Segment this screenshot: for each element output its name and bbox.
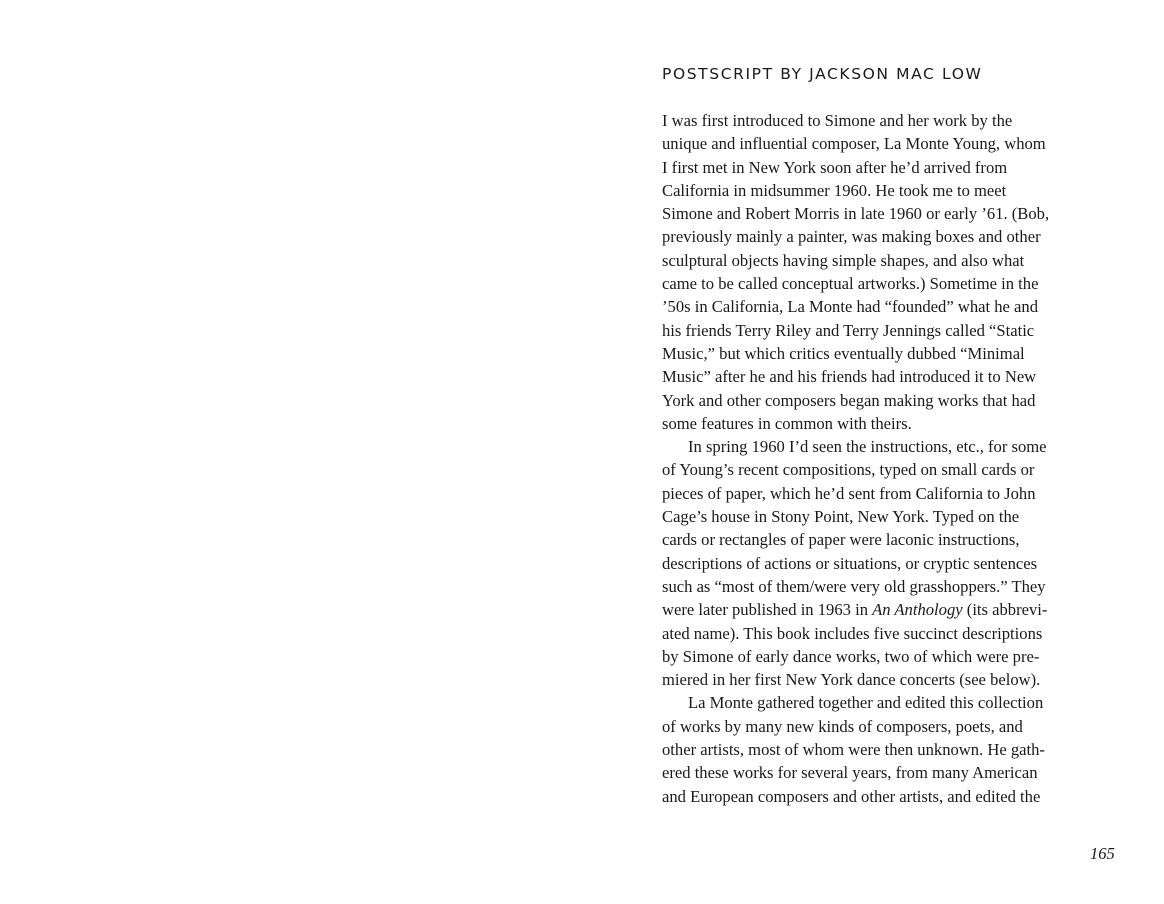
text-line: California in midsummer 1960. He took me to meet — [662, 180, 1007, 200]
text-line: other artists, most of whom were then unknown. He gath- — [662, 740, 1045, 760]
page-number: 165 — [1090, 844, 1115, 863]
text-line: miered in her first New York dance concerts (see below). — [662, 670, 1041, 690]
text-line: such as “most of them/were very old grasshoppers.” They — [662, 576, 1046, 596]
text-line: came to be called conceptual artworks.) Sometime in the — [662, 274, 1039, 294]
right-page — [582, 0, 1164, 904]
text-line: unique and influential composer, La Monte Young, whom — [662, 134, 1046, 154]
text-line: ated name). This book includes five succinct descriptions — [662, 623, 1043, 643]
text-line: I first met in New York soon after he’d arrived from — [662, 157, 1008, 177]
text-segment: were later published in 1963 in — [662, 600, 873, 620]
text-line: ’50s in California, La Monte had “founded” what he and — [662, 297, 1039, 317]
text-line: Simone and Robert Morris in late 1960 or early ’61. (Bob, — [662, 204, 1050, 224]
text-line: descriptions of actions or situations, or cryptic sentences — [662, 553, 1038, 573]
text-line: and European composers and other artists, and edited the — [662, 786, 1041, 806]
text-line: In spring 1960 I’d seen the instructions, etc., for some — [688, 437, 1047, 457]
text-segment: (its abbrevi- — [962, 600, 1048, 620]
text-line: sculptural objects having simple shapes, and also what — [662, 250, 1025, 270]
text-line: Music” after he and his friends had introduced it to New — [662, 367, 1037, 387]
text-line: of works by many new kinds of composers, poets, and — [662, 716, 1023, 736]
text-line: by Simone of early dance works, two of which were pre- — [662, 646, 1040, 666]
body-text — [662, 109, 1092, 808]
text-line: of Young’s recent compositions, typed on small cards or — [662, 460, 1035, 480]
text-line: I was first introduced to Simone and her work by the — [662, 111, 1013, 130]
text-line: previously mainly a painter, was making boxes and other — [662, 227, 1041, 247]
text-line: pieces of paper, which he’d sent from California to John — [662, 483, 1036, 503]
text-line-with-title — [662, 598, 1092, 621]
book-title: An Anthology — [872, 600, 963, 620]
text-line: his friends Terry Riley and Terry Jennings called “Static — [662, 320, 1035, 340]
text-line: cards or rectangles of paper were laconic instructions, — [662, 530, 1020, 550]
text-line: ered these works for several years, from many American — [662, 763, 1038, 783]
text-line: Music,” but which critics eventually dubbed “Minimal — [662, 343, 1025, 363]
chapter-heading: POSTSCRIPT BY JACKSON MAC LOW — [662, 65, 983, 83]
text-line: La Monte gathered together and edited this collection — [688, 693, 1044, 713]
text-line: some features in common with theirs. — [662, 413, 912, 433]
text-line: Cage’s house in Stony Point, New York. Typed on the — [662, 507, 1020, 527]
text-line: York and other composers began making works that had — [662, 390, 1036, 410]
